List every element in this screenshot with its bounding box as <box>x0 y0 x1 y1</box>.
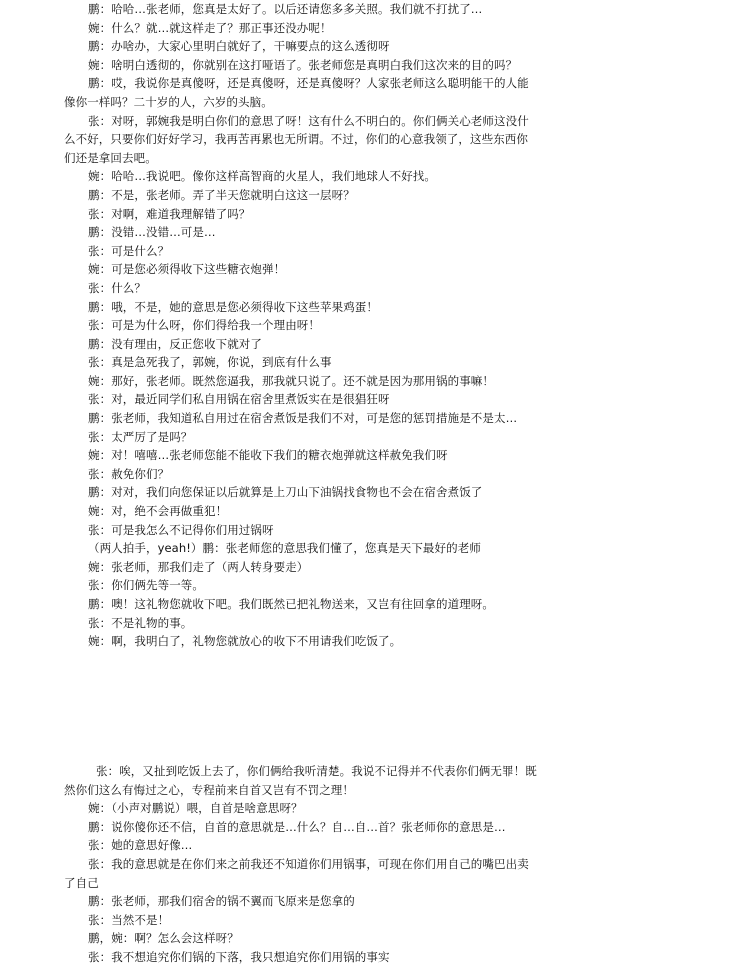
dialogue-line: 张：对，最近同学们私自用锅在宿舍里煮饭实在是很猖狂呀 <box>88 392 390 407</box>
dialogue-line: 张：真是急死我了，郭婉，你说，到底有什么事 <box>88 355 332 370</box>
dialogue-line: 张：可是什么？ <box>88 243 170 258</box>
dialogue-line: 鹏：哎，我说你是真傻呀，还是真傻呀，还是真傻呀？人家张老师这么聪明能干的人能 <box>88 76 529 91</box>
dialogue-block-1 <box>64 0 584 651</box>
dialogue-line: 鹏：哈哈…张老师，您真是太好了。以后还请您多多关照。我们就不打扰了… <box>88 2 483 16</box>
dialogue-line: 鹏：噢！这礼物您就收下吧。我们既然已把礼物送来，又岂有往回拿的道理呀。 <box>88 597 494 611</box>
dialogue-line: 鹏：张老师，我知道私自用过在宿舍煮饭是我们不对，可是您的惩罚措施是不是太… <box>88 411 518 426</box>
dialogue-line: 鹏，婉：啊？怎么会这样呀？ <box>88 931 239 946</box>
dialogue-line: 婉：可是您必须得收下这些糖衣炮弹！ <box>88 262 286 277</box>
dialogue-line: 然你们这么有悔过之心，专程前来自首又岂有不罚之理！ <box>64 782 354 797</box>
dialogue-line: 张：唉，又扯到吃饭上去了，你们俩给我听清楚。我说不记得并不代表你们俩无罪！既 <box>96 764 537 778</box>
dialogue-line: 婉：啊，我明白了，礼物您就放心的收下不用请我们吃饭了。 <box>88 634 402 649</box>
dialogue-line: 婉：对！嘻嘻…张老师您能不能收下我们的糖衣炮弹就这样赦免我们呀 <box>88 448 448 463</box>
dialogue-line: 鹏：说你傻你还不信，自首的意思就是…什么？自…自…首？张老师你的意思是… <box>88 819 506 834</box>
dialogue-line: 张：太严厉了是吗？ <box>88 429 193 444</box>
dialogue-line: 鹏：没错…没错…可是… <box>88 225 216 240</box>
dialogue-line: 张：可是为什么呀，你们得给我一个理由呀！ <box>88 318 320 333</box>
dialogue-line: 张：我的意思就是在你们来之前我还不知道你们用锅事，可现在你们用自己的嘴巴出卖 <box>88 856 529 871</box>
dialogue-line: 鹏：没有理由，反正您收下就对了 <box>88 336 262 351</box>
dialogue-line: 婉：那好，张老师。既然您逼我，那我就只说了。还不就是因为那用锅的事嘛！ <box>88 373 494 388</box>
dialogue-line: 鹏：不是，张老师。弄了半天您就明白这这一层呀？ <box>88 187 355 202</box>
dialogue-line: 张：对呀，郭婉我是明白你们的意思了呀！这有什么不明白的。你们俩关心老师这没什 <box>88 113 529 128</box>
dialogue-line: 了自己 <box>64 875 99 890</box>
dialogue-line: 张：对啊，难道我理解错了吗？ <box>88 206 251 221</box>
dialogue-line: 张：当然不是！ <box>88 912 170 927</box>
dialogue-line: 婉：张老师，那我们走了（两人转身要走） <box>88 559 309 574</box>
dialogue-line: 张：不是礼物的事。 <box>88 615 193 630</box>
dialogue-line: 张：赦免你们？ <box>88 466 170 481</box>
dialogue-line: 张：可是我怎么不记得你们用过锅呀 <box>88 522 274 537</box>
dialogue-line: 张：你们俩先等一等。 <box>88 578 204 593</box>
dialogue-line: 鹏：张老师，那我们宿舍的锅不翼而飞原来是您拿的 <box>88 894 355 909</box>
dialogue-line: 鹏：对对，我们向您保证以后就算是上刀山下油锅找食物也不会在宿舍煮饭了 <box>88 485 483 500</box>
dialogue-line: 鹏：哦，不是，她的意思是您必须得收下这些苹果鸡蛋！ <box>88 299 378 314</box>
dialogue-block-2 <box>64 762 584 967</box>
dialogue-line: 张：我不想追究你们锅的下落，我只想追究你们用锅的事实 <box>88 949 390 964</box>
dialogue-line: 们还是拿回去吧。 <box>64 150 157 165</box>
dialogue-line: 么不好，只要你们好好学习，我再苦再累也无所谓。不过，你们的心意我领了，这些东西你 <box>64 132 528 147</box>
dialogue-line: 婉：啥明白透彻的，你就别在这打哑语了。张老师您是真明白我们这次来的目的吗？ <box>88 57 518 72</box>
dialogue-line: 鹏：办啥办，大家心里明白就好了，干嘛要点的这么透彻呀 <box>88 39 390 54</box>
dialogue-line: 张：她的意思好像… <box>88 838 193 853</box>
dialogue-line: （两人拍手，yeah!）鹏：张老师您的意思我们懂了，您真是天下最好的老师 <box>88 541 481 556</box>
dialogue-line: 婉：（小声对鹏说）喂，自首是啥意思呀？ <box>88 801 303 816</box>
dialogue-line: 婉：对，绝不会再做重犯！ <box>88 504 228 519</box>
dialogue-line: 婉：哈哈…我说吧。像你这样高智商的火星人，我们地球人不好找。 <box>88 169 436 184</box>
dialogue-line: 婉：什么？就…就这样走了？那正事还没办呢！ <box>88 20 332 35</box>
dialogue-line: 像你一样吗？二十岁的人，六岁的头脑。 <box>64 94 273 109</box>
dialogue-line: 张：什么？ <box>88 280 146 295</box>
